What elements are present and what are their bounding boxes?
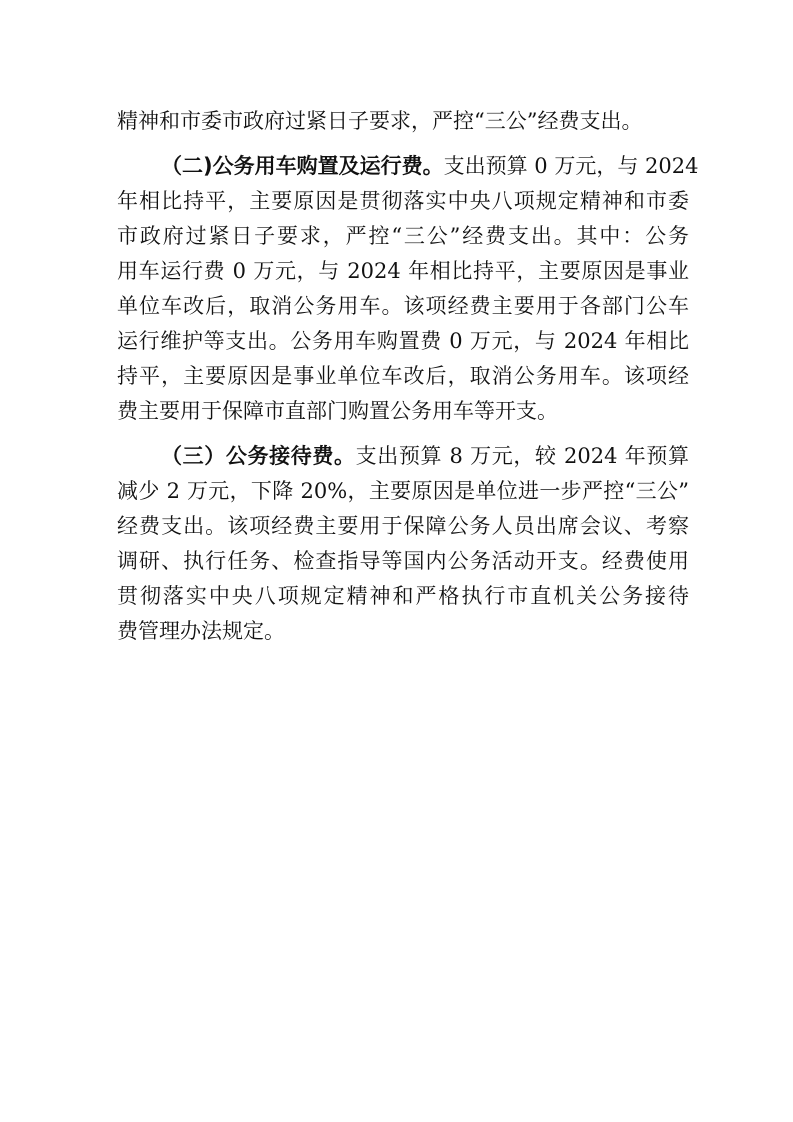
paragraph-line: 运行维护等支出。公务用车购置费 0 万元，与 2024 年相比: [117, 329, 689, 353]
paragraph-gap: [117, 139, 689, 149]
document-body: [117, 104, 699, 649]
paragraph-line: 费主要用于保障市直部门购置公务用车等开支。: [117, 399, 558, 423]
paragraph-line: 费管理办法规定。: [117, 619, 285, 643]
section-3-first-line: [117, 439, 689, 474]
section-3-heading: （三）公务接待费。: [161, 444, 356, 468]
paragraph-line: 贯彻落实中央八项规定精神和严格执行市直机关公务接待: [117, 584, 689, 608]
paragraph-line: 减少 2 万元，下降 20%，主要原因是单位进一步严控“三公”: [117, 479, 689, 503]
section-3-first-line-text: 支出预算 8 万元，较 2024 年预算: [355, 444, 689, 468]
paragraph-line: 用车运行费 0 万元，与 2024 年相比持平，主要原因是事业: [117, 259, 689, 283]
paragraph-gap: [117, 429, 689, 439]
paragraph-line: 调研、执行任务、检查指导等国内公务活动开支。经费使用: [117, 549, 689, 573]
paragraph-line: 年相比持平，主要原因是贯彻落实中央八项规定精神和市委: [117, 189, 689, 213]
section-2-heading: （二)公务用车购置及运行费。: [161, 154, 444, 178]
paragraph-line: 经费支出。该项经费主要用于保障公务人员出席会议、考察: [117, 514, 689, 538]
paragraph-line: 市政府过紧日子要求，严控“三公”经费支出。其中：公务: [117, 224, 689, 248]
paragraph-line: 持平，主要原因是事业单位车改后，取消公务用车。该项经: [117, 364, 689, 388]
paragraph-line: 精神和市委市政府过紧日子要求，严控“三公”经费支出。: [117, 109, 643, 133]
paragraph-line: 单位车改后，取消公务用车。该项经费主要用于各部门公车: [117, 294, 689, 318]
section-2-first-line-text: 支出预算 0 万元，与 2024: [443, 154, 699, 178]
section-2-first-line: [117, 149, 699, 184]
